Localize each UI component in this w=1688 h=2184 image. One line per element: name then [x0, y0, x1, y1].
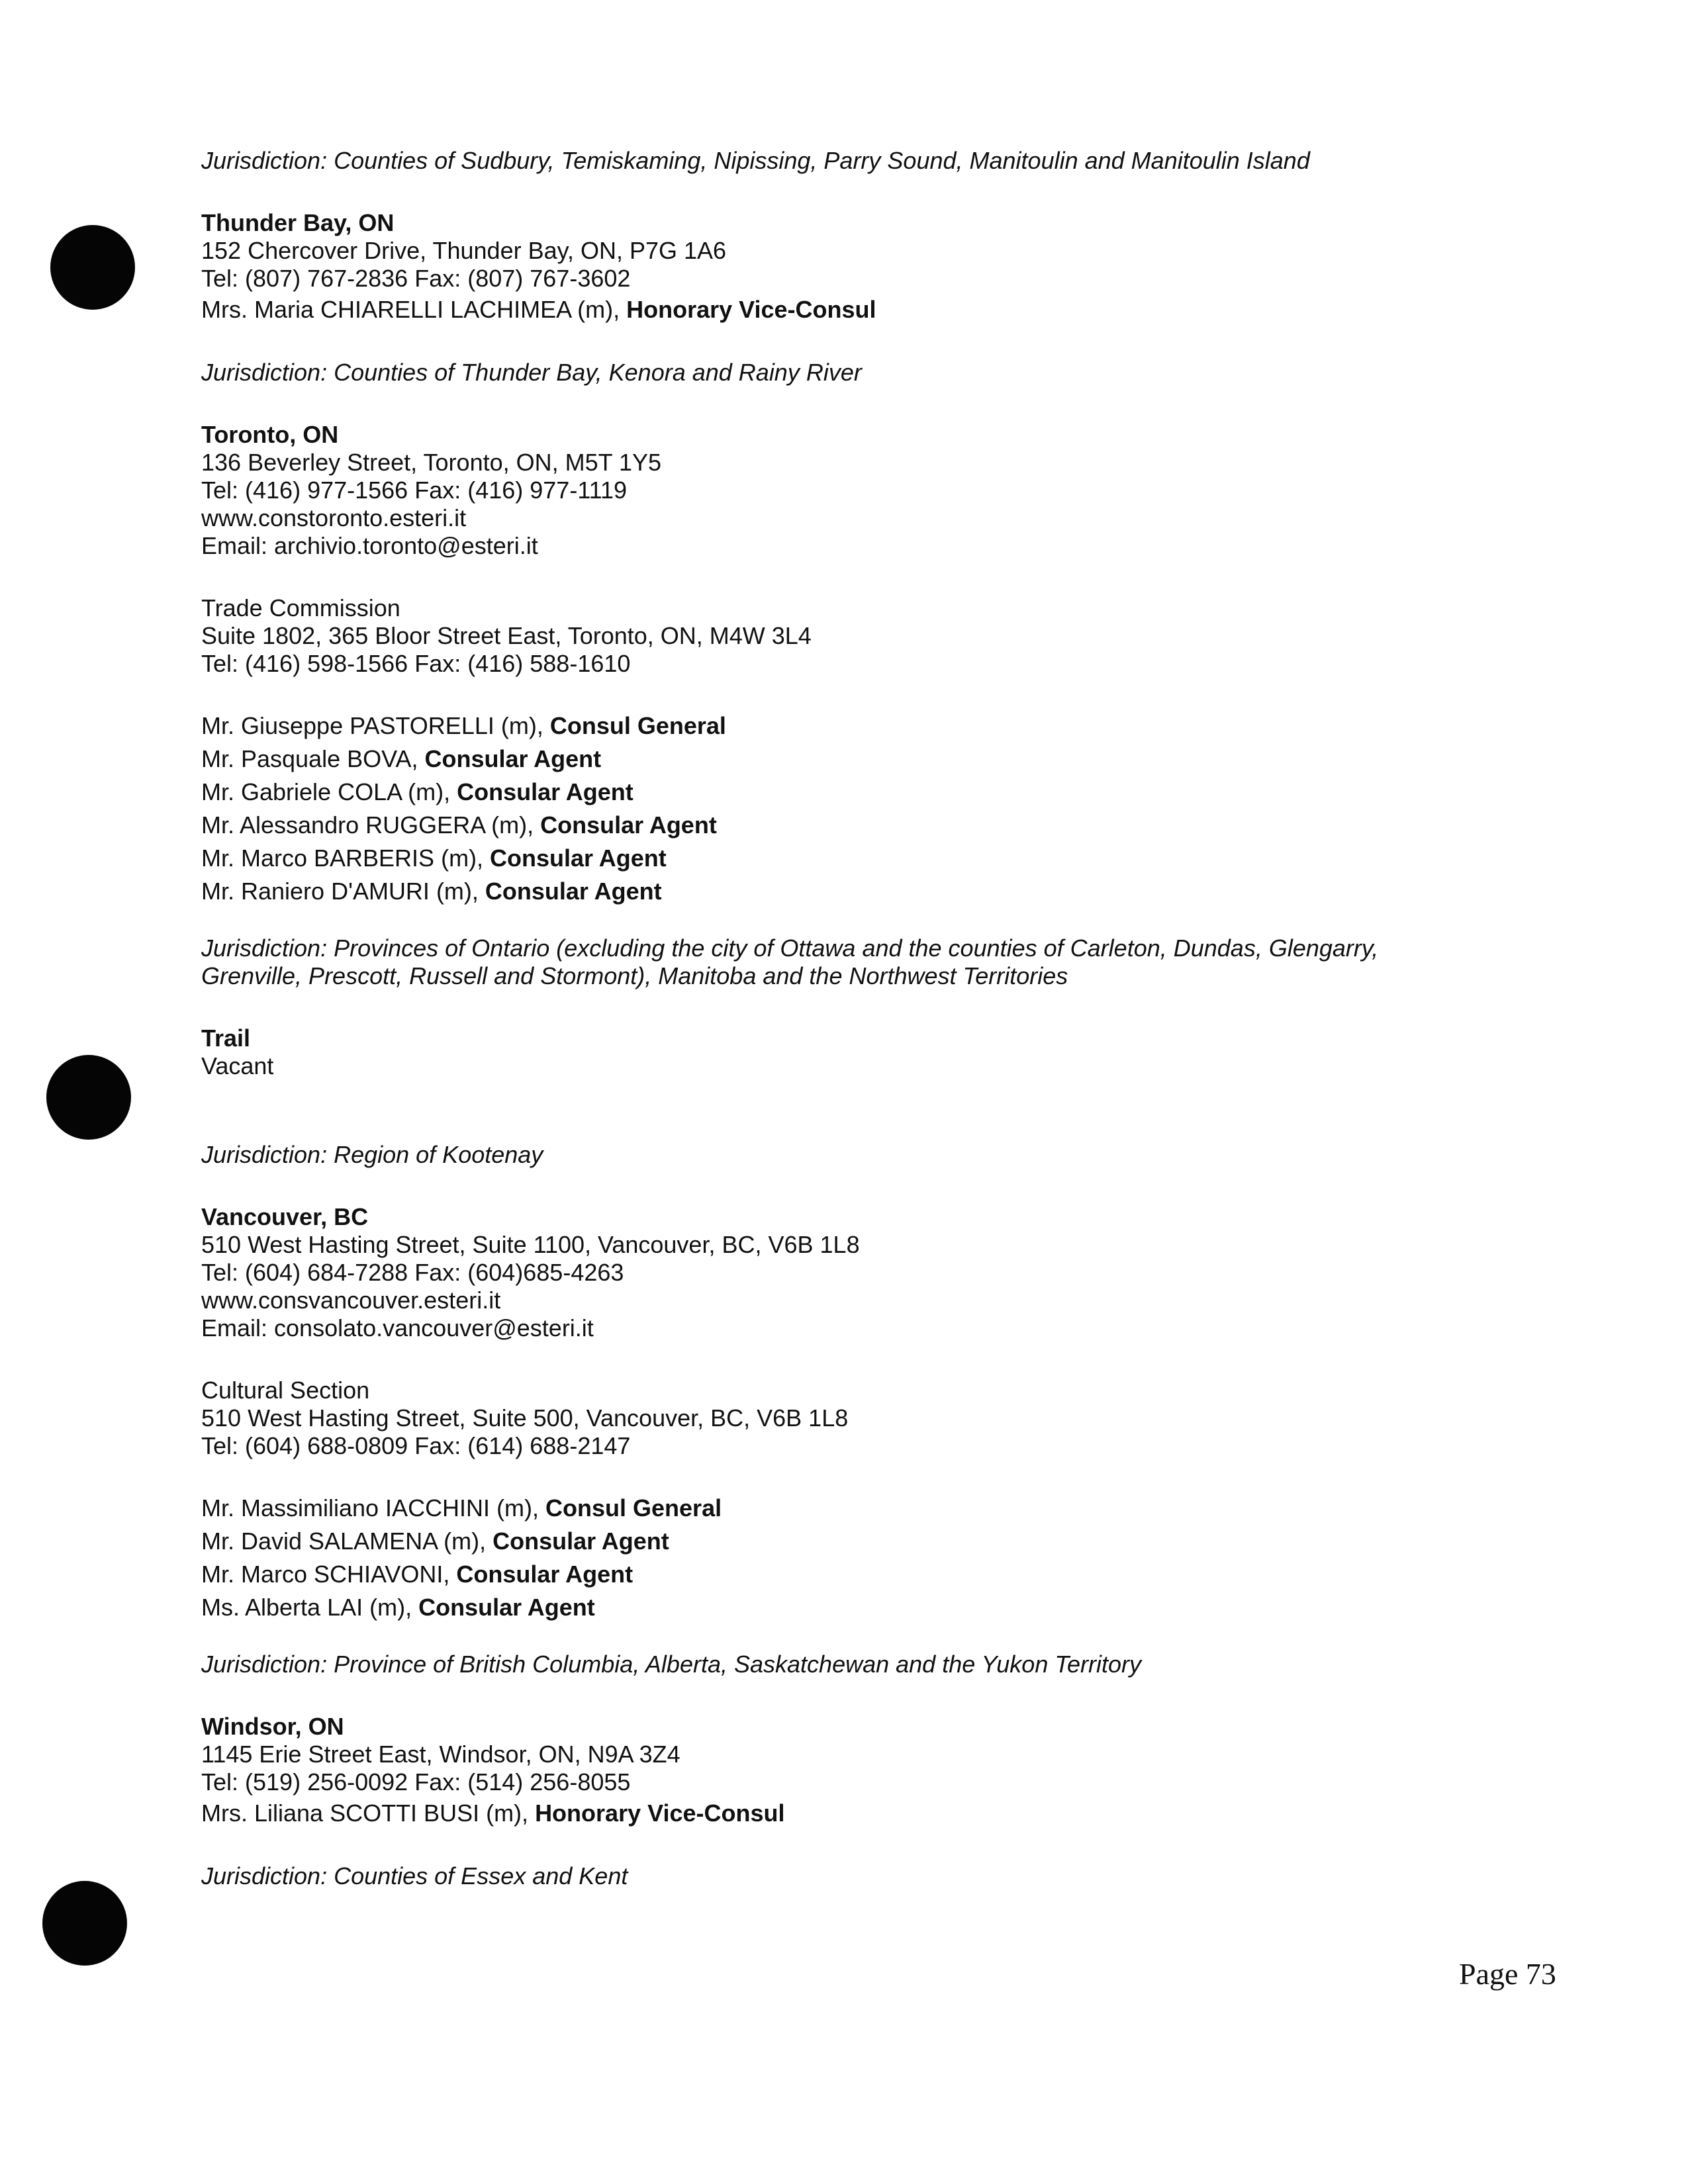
staff-member: [201, 709, 1525, 743]
trail-section: [201, 1024, 1525, 1169]
trade-commission-address: Suite 1802, 365 Bloor Street East, Toronto, ON, M4W 3L4: [201, 622, 812, 649]
thunder-bay-address: 152 Chercover Drive, Thunder Bay, ON, P7G 1A6: [201, 237, 727, 264]
staff-member: [201, 776, 1525, 809]
thunder-bay-jurisdiction: Jurisdiction: Counties of Thunder Bay, Kenora and Rainy River: [201, 359, 862, 386]
staff-member: [201, 875, 1525, 908]
consulate-listing: [201, 147, 1525, 1890]
thunder-bay-section: [201, 209, 1525, 387]
toronto-section: [201, 421, 1525, 990]
staff-name: Mr. Giuseppe PASTORELLI (m),: [201, 712, 550, 739]
staff-title: Consular Agent: [457, 778, 633, 805]
vancouver-phone: Tel: (604) 684-7288 Fax: (604)685-4263: [201, 1259, 624, 1286]
staff-title: Consular Agent: [418, 1594, 595, 1621]
staff-name: Mr. Raniero D'AMURI (m),: [201, 878, 485, 905]
staff-name: Mr. Marco SCHIAVONI,: [201, 1561, 457, 1588]
thunder-bay-phone: Tel: (807) 767-2836 Fax: (807) 767-3602: [201, 265, 631, 292]
page-number: Page 73: [1459, 1957, 1556, 1991]
toronto-address: 136 Beverley Street, Toronto, ON, M5T 1Y5: [201, 449, 662, 476]
staff-name: Mr. Alessandro RUGGERA (m),: [201, 811, 541, 839]
staff-name: Mr. Massimiliano IACCHINI (m),: [201, 1494, 546, 1522]
thunder-bay-heading: Thunder Bay, ON: [201, 209, 395, 236]
staff-member: [201, 1591, 1525, 1624]
staff-member: [201, 1525, 1525, 1558]
staff-title: Consular Agent: [424, 745, 602, 772]
punch-hole-top: [50, 225, 135, 310]
trade-commission-heading: Trade Commission: [201, 594, 400, 621]
staff-member: [201, 809, 1525, 842]
windsor-address: 1145 Erie Street East, Windsor, ON, N9A 3Z4: [201, 1741, 680, 1768]
toronto-heading: Toronto, ON: [201, 421, 339, 448]
cultural-section-address: 510 West Hasting Street, Suite 500, Vancouver, BC, V6B 1L8: [201, 1404, 849, 1432]
official-title: Honorary Vice-Consul: [535, 1799, 785, 1827]
vancouver-heading: Vancouver, BC: [201, 1203, 369, 1230]
staff-title: Consul General: [545, 1494, 722, 1522]
vancouver-address: 510 West Hasting Street, Suite 1100, Vancouver, BC, V6B 1L8: [201, 1231, 860, 1258]
vancouver-jurisdiction: Jurisdiction: Province of British Columbia, Alberta, Saskatchewan and the Yukon Territory: [201, 1651, 1142, 1678]
cultural-section-phone: Tel: (604) 688-0809 Fax: (614) 688-2147: [201, 1432, 631, 1459]
thunder-bay-official: [201, 293, 1525, 327]
windsor-jurisdiction: Jurisdiction: Counties of Essex and Kent: [201, 1862, 628, 1889]
staff-title: Consul General: [549, 712, 726, 739]
staff-name: Ms. Alberta LAI (m),: [201, 1594, 419, 1621]
sudbury-jurisdiction: Jurisdiction: Counties of Sudbury, Temiskaming, Nipissing, Parry Sound, Manitoulin and Manitoulin Island: [201, 147, 1310, 174]
staff-name: Mr. Pasquale BOVA,: [201, 745, 425, 772]
official-name: Mrs. Liliana SCOTTI BUSI (m),: [201, 1799, 536, 1827]
cultural-section-heading: Cultural Section: [201, 1377, 370, 1404]
windsor-heading: Windsor, ON: [201, 1713, 344, 1740]
staff-title: Consular Agent: [485, 878, 662, 905]
trail-status: Vacant: [201, 1052, 274, 1079]
staff-member: [201, 1492, 1525, 1525]
staff-member: [201, 1558, 1525, 1591]
staff-title: Consular Agent: [492, 1527, 669, 1555]
vancouver-website: www.consvancouver.esteri.it: [201, 1287, 501, 1314]
staff-name: Mr. Marco BARBERIS (m),: [201, 844, 491, 872]
vancouver-section: [201, 1203, 1525, 1678]
toronto-email: Email: archivio.toronto@esteri.it: [201, 532, 538, 559]
vancouver-email: Email: consolato.vancouver@esteri.it: [201, 1314, 594, 1342]
staff-name: Mr. Gabriele COLA (m),: [201, 778, 457, 805]
toronto-phone: Tel: (416) 977-1566 Fax: (416) 977-1119: [201, 477, 628, 504]
staff-title: Consular Agent: [456, 1561, 633, 1588]
toronto-jurisdiction-line-2: Grenville, Prescott, Russell and Stormont), Manitoba and the Northwest Territories: [201, 962, 1068, 989]
windsor-official: [201, 1796, 1525, 1831]
official-title: Honorary Vice-Consul: [626, 296, 876, 323]
staff-member: [201, 743, 1525, 776]
punch-hole-middle: [46, 1055, 131, 1140]
trade-commission-phone: Tel: (416) 598-1566 Fax: (416) 588-1610: [201, 650, 631, 677]
trail-jurisdiction: Jurisdiction: Region of Kootenay: [201, 1141, 543, 1168]
trail-heading: Trail: [201, 1024, 251, 1052]
staff-member: [201, 842, 1525, 875]
toronto-website: www.constoronto.esteri.it: [201, 504, 467, 531]
punch-hole-bottom: [42, 1881, 127, 1966]
windsor-section: [201, 1713, 1525, 1890]
staff-name: Mr. David SALAMENA (m),: [201, 1527, 493, 1555]
staff-title: Consular Agent: [490, 844, 667, 872]
windsor-phone: Tel: (519) 256-0092 Fax: (514) 256-8055: [201, 1768, 631, 1796]
toronto-jurisdiction-line-1: Jurisdiction: Provinces of Ontario (excluding the city of Ottawa and the counties of Carleton, Dundas, Glengarry,: [201, 934, 1379, 962]
official-name: Mrs. Maria CHIARELLI LACHIMEA (m),: [201, 296, 627, 323]
staff-title: Consular Agent: [540, 811, 717, 839]
